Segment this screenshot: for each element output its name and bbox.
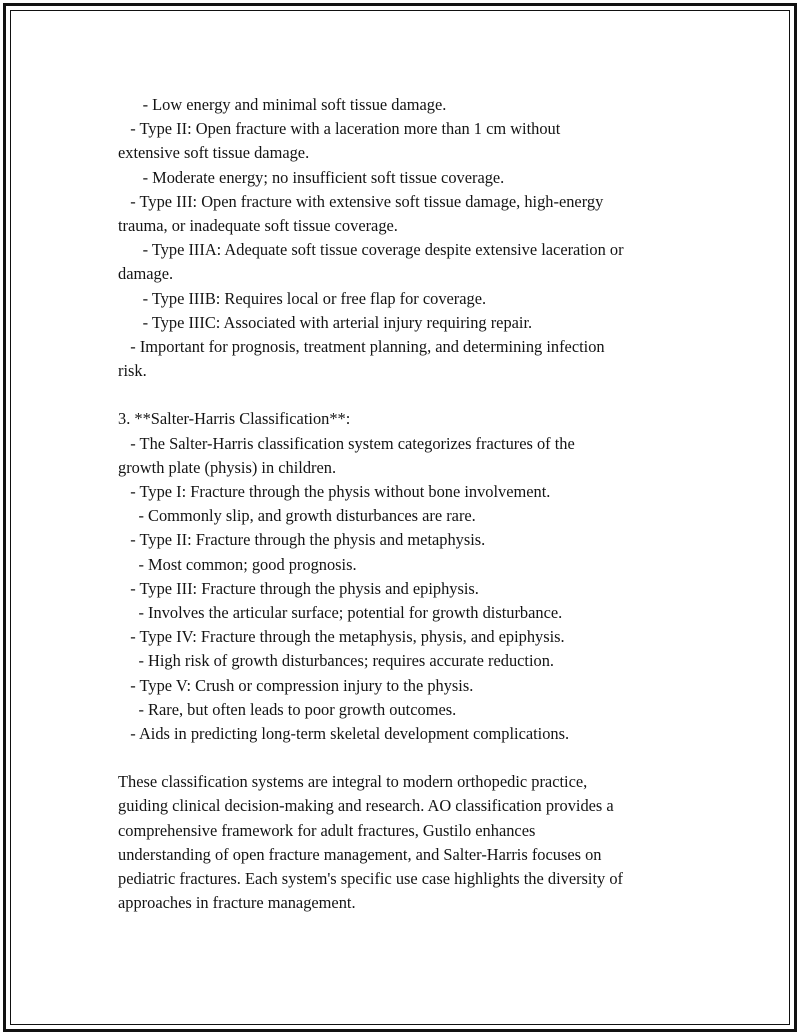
text-line: - Type IIIC: Associated with arterial injury requiring repair. [118, 312, 533, 332]
text-line: - Type V: Crush or compression injury to the physis. [118, 675, 474, 695]
text-line: trauma, or inadequate soft tissue coverage. [118, 215, 398, 235]
text-line: - Type I: Fracture through the physis without bone involvement. [118, 482, 551, 501]
text-line: - Type III: Open fracture with extensive soft tissue damage, high-energy [118, 191, 604, 211]
text-line: damage. [118, 264, 174, 284]
text-line: - Type IIIA: Adequate soft tissue coverage despite extensive laceration or [118, 240, 624, 260]
text-line: - Type IV: Fracture through the metaphysis, physis, and epiphysis. [118, 627, 565, 647]
paragraph-gap [118, 746, 703, 770]
text-line: - High risk of growth disturbances; requires accurate reduction. [118, 651, 555, 671]
text-line: - Low energy and minimal soft tissue damage. [118, 95, 447, 114]
salter-harris-section [118, 407, 703, 746]
text-line: - Type II: Fracture through the physis and metaphysis. [118, 530, 486, 550]
text-line: pediatric fractures. Each system's specific use case highlights the diversity of [118, 869, 623, 888]
document-body [118, 93, 703, 915]
text-line: These classification systems are integral to modern orthopedic practice, [118, 772, 588, 792]
paragraph-gap [118, 383, 703, 407]
text-line: - The Salter-Harris classification system categorizes fractures of the [118, 433, 575, 453]
text-line: - Most common; good prognosis. [118, 554, 357, 574]
text-line: - Moderate energy; no insufficient soft tissue coverage. [118, 167, 505, 187]
section-heading: 3. **Salter-Harris Classification**: [118, 409, 351, 429]
gustilo-section [118, 93, 703, 383]
text-line: - Rare, but often leads to poor growth outcomes. [118, 699, 457, 719]
text-line: risk. [118, 361, 147, 381]
text-line: - Type III: Fracture through the physis and epiphysis. [118, 578, 479, 598]
text-line: guiding clinical decision-making and research. AO classification provides a [118, 796, 614, 816]
text-line: - Commonly slip, and growth disturbances are rare. [118, 506, 476, 526]
summary-paragraph [118, 770, 703, 915]
text-line: extensive soft tissue damage. [118, 143, 310, 163]
text-line: approaches in fracture management. [118, 893, 356, 913]
text-line: understanding of open fracture management, and Salter-Harris focuses on [118, 844, 602, 864]
text-line: - Aids in predicting long-term skeletal development complications. [118, 723, 570, 743]
text-line: - Important for prognosis, treatment planning, and determining infection [118, 336, 605, 356]
text-line: - Type II: Open fracture with a laceration more than 1 cm without [118, 119, 561, 139]
text-line: - Type IIIB: Requires local or free flap for coverage. [118, 288, 487, 308]
text-line: - Involves the articular surface; potential for growth disturbance. [118, 602, 563, 622]
text-line: comprehensive framework for adult fractures, Gustilo enhances [118, 820, 536, 840]
text-line: growth plate (physis) in children. [118, 457, 337, 477]
